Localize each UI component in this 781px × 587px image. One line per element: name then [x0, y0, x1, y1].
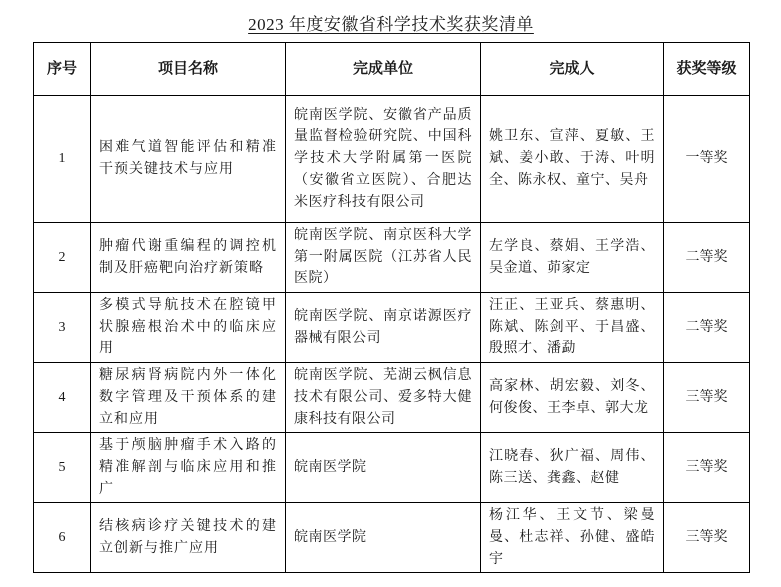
cell-units: 皖南医学院、芜湖云枫信息技术有限公司、爱多特大健康科技有限公司	[286, 363, 481, 433]
page-title: 2023 年度安徽省科学技术奖获奖清单	[248, 15, 534, 34]
cell-project: 困难气道智能评估和精准干预关键技术与应用	[91, 96, 286, 223]
cell-project: 糖尿病肾病院内外一体化数字管理及干预体系的建立和应用	[91, 363, 286, 433]
awards-table	[33, 42, 750, 573]
table-row	[34, 503, 750, 573]
cell-people: 江晓春、狄广福、周伟、陈三送、龚鑫、赵健	[481, 433, 664, 503]
cell-award: 三等奖	[664, 363, 750, 433]
col-header-people: 完成人	[481, 43, 664, 96]
col-header-project: 项目名称	[91, 43, 286, 96]
cell-project: 基于颅脑肿瘤手术入路的精准解剖与临床应用和推广	[91, 433, 286, 503]
table-row	[34, 363, 750, 433]
cell-people: 高家林、胡宏毅、刘冬、何俊俊、王李卓、郭大龙	[481, 363, 664, 433]
cell-project: 肿瘤代谢重编程的调控机制及肝癌靶向治疗新策略	[91, 223, 286, 293]
table-row	[34, 223, 750, 293]
cell-award: 二等奖	[664, 293, 750, 363]
cell-units: 皖南医学院	[286, 503, 481, 573]
cell-people: 姚卫东、宣萍、夏敏、王斌、姜小敢、于涛、叶明全、陈永权、童宁、吴舟	[481, 96, 664, 223]
cell-units: 皖南医学院、安徽省产品质量监督检验研究院、中国科学技术大学附属第一医院（安徽省立医院）、合肥达米医疗科技有限公司	[286, 96, 481, 223]
cell-award: 一等奖	[664, 96, 750, 223]
cell-award: 三等奖	[664, 503, 750, 573]
cell-no: 4	[34, 363, 91, 433]
cell-people: 杨江华、王文节、梁曼曼、杜志祥、孙健、盛皓宇	[481, 503, 664, 573]
table-row	[34, 293, 750, 363]
cell-people: 左学良、蔡娟、王学浩、吴金道、茆家定	[481, 223, 664, 293]
table-row	[34, 96, 750, 223]
cell-units: 皖南医学院	[286, 433, 481, 503]
cell-no: 3	[34, 293, 91, 363]
table-header-row	[34, 43, 750, 96]
col-header-units: 完成单位	[286, 43, 481, 96]
cell-no: 5	[34, 433, 91, 503]
cell-no: 6	[34, 503, 91, 573]
col-header-no: 序号	[34, 43, 91, 96]
table-row	[34, 433, 750, 503]
cell-people: 汪正、王亚兵、蔡惠明、陈斌、陈剑平、于昌盛、殷照才、潘勐	[481, 293, 664, 363]
cell-no: 1	[34, 96, 91, 223]
col-header-award: 获奖等级	[664, 43, 750, 96]
cell-award: 二等奖	[664, 223, 750, 293]
cell-units: 皖南医学院、南京诺源医疗器械有限公司	[286, 293, 481, 363]
cell-project: 多模式导航技术在腔镜甲状腺癌根治术中的临床应用	[91, 293, 286, 363]
cell-project: 结核病诊疗关键技术的建立创新与推广应用	[91, 503, 286, 573]
cell-no: 2	[34, 223, 91, 293]
cell-award: 三等奖	[664, 433, 750, 503]
cell-units: 皖南医学院、南京医科大学第一附属医院（江苏省人民医院）	[286, 223, 481, 293]
